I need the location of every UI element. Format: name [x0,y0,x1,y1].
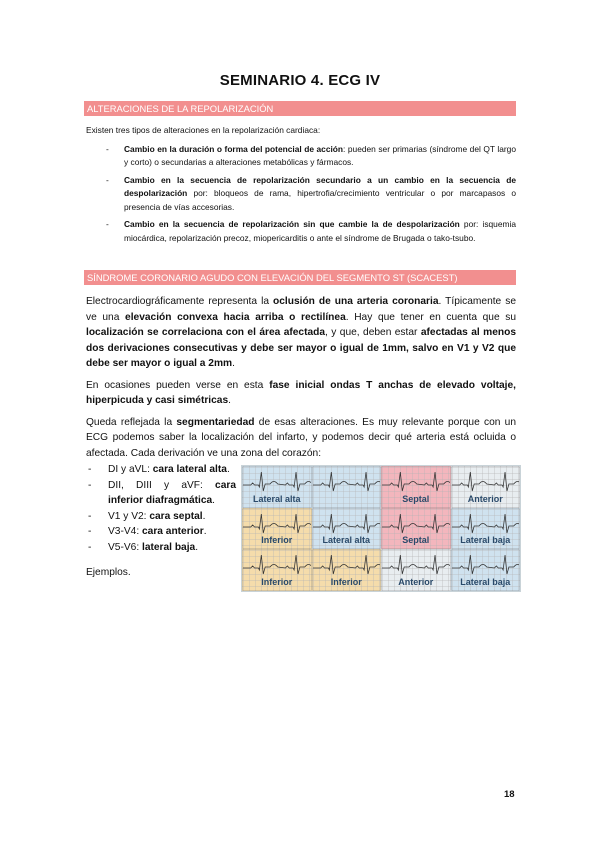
ecg-cell [242,466,312,508]
ecg-territory-grid [241,465,521,592]
list-item: - DI y aVL: cara lateral alta. [86,462,236,478]
list-item: - DII, DIII y aVF: cara inferior diafragmática. [86,478,236,509]
leads-list [86,462,236,555]
ecg-trace [382,469,450,495]
ecg-cell-label: Septal [402,493,430,504]
ecg-cell-label: Anterior [398,577,434,587]
ecg-cell [381,549,451,591]
ecg-cell-label: Inferior [261,535,293,546]
list-item: - V3-V4: cara anterior. [86,524,236,540]
ecg-trace [313,469,381,495]
ecg-trace [382,511,450,537]
section-scacest-body [86,294,516,461]
list-item: - Cambio en la duración o forma del potencial de acción: pueden ser primarias (síndrome del QT largo y corto) o secundarias a alteraciones metabólicas y fármacos. [86,143,516,170]
ecg-cell [242,549,312,591]
repolarization-list [86,143,516,246]
ecg-cell [451,508,521,550]
ecg-trace [452,511,520,537]
ecg-cell [312,508,382,550]
paragraph-2: En ocasiones pueden verse en esta fase inicial ondas T anchas de elevado voltaje, hiperpicuda y casi simétricas. [86,379,517,406]
list-item: - Cambio en la secuencia de repolarización sin que cambie la de despolarización por: isquemia miocárdica, repolarización precoz, miopericarditis o ante el síndrome de Brugada o tako-tsubo. [86,218,516,245]
ecg-cell [451,466,521,508]
page-number: 18 [504,789,515,800]
leads-list-block [86,462,236,581]
ecg-cell-label: Inferior [261,577,293,587]
section-heading-scacest: SÍNDROME CORONARIO AGUDO CON ELEVACIÓN DEL SEGMENTO ST (SCACEST) [84,270,516,285]
list-item: - V1 y V2: cara septal. [86,509,236,525]
paragraph-1: Electrocardiográficamente representa la oclusión de una arteria coronaria. Típicamente se ve una elevación convexa hacia arriba o rectilínea. Hay que tener en cuenta que su localización se correlaciona con el área afectada, y que, deben estar afectadas al menos dos derivaciones consecutivas y debe ser mayor o igual de 1mm, salvo en V1 y V2 que debe ser mayor o igual a 2mm. [86,296,517,369]
section-heading-repolarizacion: ALTERACIONES DE LA REPOLARIZACIÓN [84,101,516,116]
ecg-cell-label: Septal [402,535,430,546]
ecg-cell-label: Lateral baja [460,577,511,587]
ecg-cell-label: Lateral baja [460,535,511,546]
paragraph-3: Queda reflejada la segmentariedad de esas alteraciones. Es muy relevante porque con un ECG podemos saber la localización del infarto, y podemos decir qué arteria está ocluida o afectada. Cada derivación ve una zona del corazón: [86,416,517,459]
ejemplos-label: Ejemplos. [86,567,131,578]
list-item: - V5-V6: lateral baja. [86,540,236,556]
ecg-cell [242,508,312,550]
ecg-cell [312,549,382,591]
section-repolarizacion-body [86,124,516,249]
ecg-trace [243,469,311,495]
ecg-trace [243,552,311,578]
ecg-trace [313,511,381,537]
ecg-cell-label: Inferior [330,577,362,587]
ecg-trace [313,552,381,578]
page-title: SEMINARIO 4. ECG IV [219,72,381,89]
ecg-trace [452,552,520,578]
ecg-trace [452,469,520,495]
ecg-cell [381,508,451,550]
ecg-cell-label: Anterior [467,493,503,504]
ecg-trace [243,511,311,537]
ecg-cell [451,549,521,591]
ecg-cell-label: Lateral alta [322,535,371,546]
ecg-cell [381,466,451,508]
list-item: - Cambio en la secuencia de repolarización secundario a un cambio en la secuencia de despolarización por: bloqueos de rama, hipertrofia/crecimiento ventricular o por marcapasos o presencia de vías accesorias. [86,174,516,215]
intro-text: Existen tres tipos de alteraciones en la repolarización cardiaca: [86,125,321,135]
ecg-cell [312,466,382,508]
ecg-cell-label: Lateral alta [252,493,301,504]
ecg-trace [382,552,450,578]
